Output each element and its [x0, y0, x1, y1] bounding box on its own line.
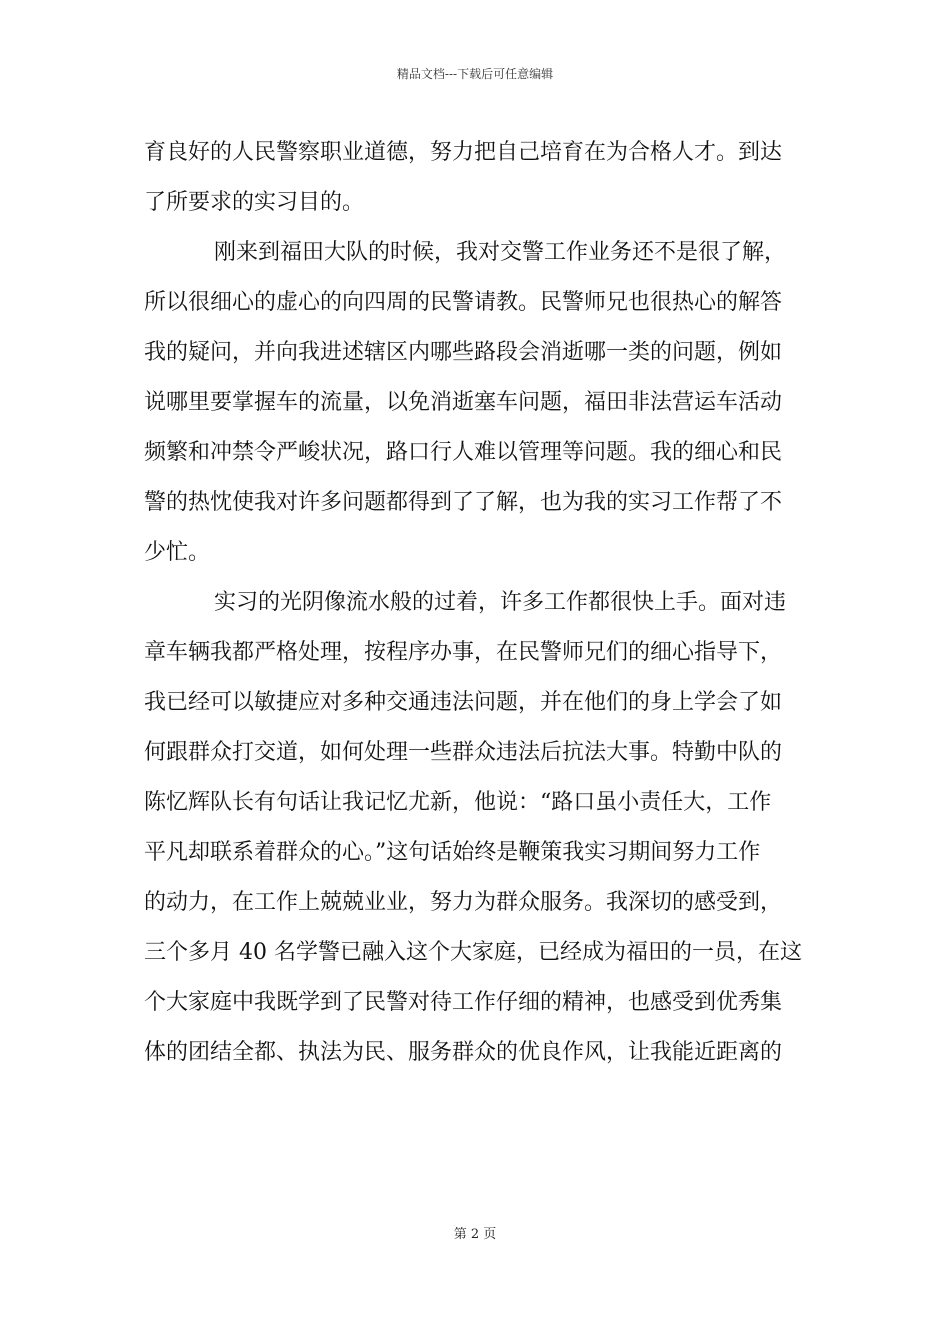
text-line: 所以很细心的虚心的向四周的民警请教。民警师兄也很热心的解答: [144, 290, 783, 315]
text-line: 警的热忱使我对许多问题都得到了了解，也为我的实习工作帮了不: [144, 490, 783, 515]
page-number: 第 2 页: [453, 1227, 497, 1242]
text-line: 何跟群众打交道，如何处理一些群众违法后抗法大事。特勤中队的: [144, 740, 783, 765]
text-line: 了所要求的实习目的。: [144, 190, 365, 215]
paragraph-first-line: 实习的光阴像流水般的过着，许多工作都很快上手。面对违: [214, 590, 787, 615]
text-line: 个大家庭中我既学到了民警对待工作仔细的精神，也感受到优秀集: [144, 990, 783, 1015]
text-line: 章车辆我都严格处理，按程序办事，在民警师兄们的细心指导下，: [144, 640, 783, 665]
text-line: 的动力，在工作上兢兢业业，努力为群众服务。我深切的感受到，: [144, 890, 783, 915]
text-line: 频繁和冲禁令严峻状况，路口行人难以管理等问题。我的细心和民: [144, 440, 783, 465]
text-line: 我已经可以敏捷应对多种交通违法问题，并在他们的身上学会了如: [144, 690, 783, 715]
text-line: 体的团结全都、执法为民、服务群众的优良作风，让我能近距离的: [144, 1040, 783, 1065]
body-text: [144, 128, 806, 1078]
text-line: 陈忆辉队长有句话让我记忆尤新，他说：“路口虽小责任大，工作: [144, 790, 772, 815]
text-line: 育良好的人民警察职业道德，努力把自己培育在为合格人才。到达: [144, 140, 783, 165]
text-line: 三个多月 40 名学警已融入这个大家庭，已经成为福田的一员，在这: [144, 940, 802, 965]
paragraph-first-line: 刚来到福田大队的时候，我对交警工作业务还不是很了解，: [214, 240, 787, 265]
text-line: 少忙。: [144, 540, 211, 565]
page-header: 精品文档---下载后可任意编辑: [396, 67, 554, 81]
text-line: 平凡却联系着群众的心。”这句话始终是鞭策我实习期间努力工作: [144, 840, 761, 865]
text-line: 说哪里要掌握车的流量，以免消逝塞车问题，福田非法营运车活动: [144, 390, 783, 415]
text-line: 我的疑问，并向我进述辖区内哪些路段会消逝哪一类的问题，例如: [144, 340, 783, 365]
